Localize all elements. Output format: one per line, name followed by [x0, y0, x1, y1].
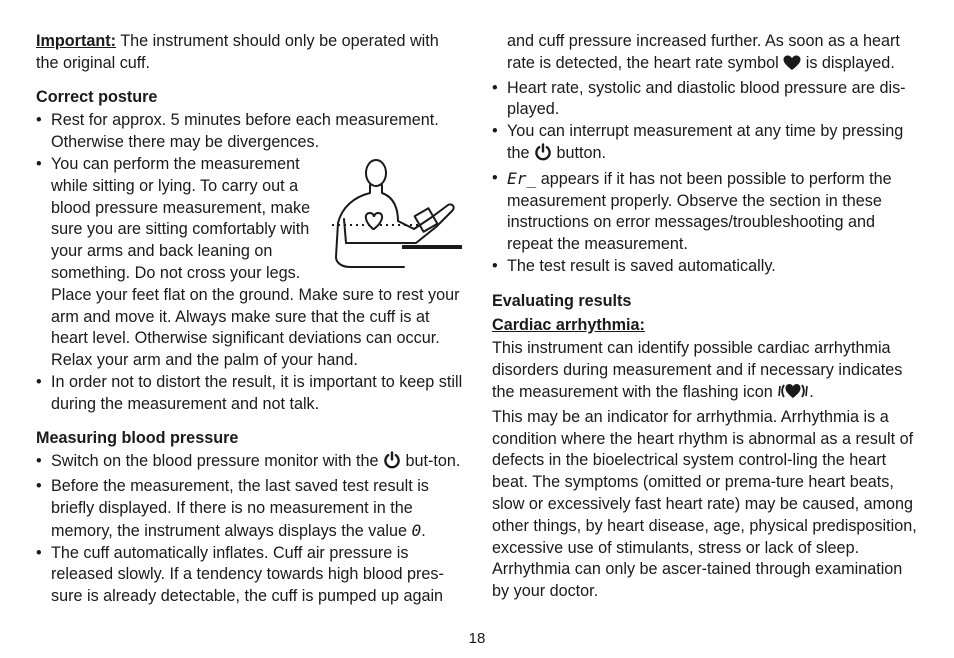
- right-bullet-2-text-b: button.: [552, 143, 607, 162]
- measure-bullet-2-text-a: Before the measurement, the last saved test result is briefly displayed. If there is no measurement in the memory, the instrument always displays the value: [51, 477, 429, 540]
- right-bullet-1: • Heart rate, systolic and diastolic blood pressure are dis-played.: [492, 78, 920, 122]
- power-icon: [383, 451, 401, 476]
- arrhythmia-paragraph-2: This may be an indicator for arrhythmia. Arrhythmia is a condition where the heart rhythm is abnormal as a result of defects in the bioelectrical system control-ling the heart beat. The symptoms (omitted or prema-ture heart beats, slow or excessively fast heart rate) may be caused, among other things, by heart disease, age, physical predisposition, excessive use of stimulants, stress or lack of sleep. Arrhythmia can only be ascer-tained through examination by your doctor.: [492, 407, 917, 601]
- measuring-list: [36, 451, 464, 608]
- posture-bullet-2-a: • You can perform the measurement while sitting or lying. To carry out a blood pressure measurement, make sure you are sitting comfortably with your arms and back leaning on something. Do not cross your legs.: [51, 154, 311, 282]
- posture-bullet-1: • Rest for approx. 5 minutes before each measurement. Otherwise there may be divergences.: [36, 110, 464, 154]
- right-bullet-3-text: appears if it has not been possible to perform the measurement properly. Observe the section in these instructions on error messages/troubleshooting and repeat the measurement.: [507, 169, 892, 254]
- evaluating-heading: Evaluating results: [492, 291, 632, 310]
- measure-bullet-3: • The cuff automatically inflates. Cuff air pressure is released slowly. If a tendency towards high blood pres-sure is already detectable, the cuff is pumped up again: [36, 543, 464, 608]
- arrhythmia-paragraph-1-text-b: .: [809, 382, 814, 401]
- posture-bullet-3: • In order not to distort the result, it is important to keep still during the measurement and not talk.: [36, 372, 464, 416]
- measure-bullet-2: [36, 476, 464, 542]
- arrhythmia-heading: Cardiac arrhythmia:: [492, 315, 645, 334]
- continued-text-b: is displayed.: [801, 53, 895, 72]
- continued-text-a: and cuff pressure increased further. As soon as a heart rate is detected, the heart rate symbol: [507, 32, 900, 72]
- posture-heading: Correct posture: [36, 87, 158, 106]
- measure-bullet-1: [36, 451, 464, 476]
- important-label: Important:: [36, 32, 117, 50]
- left-column: [36, 31, 464, 608]
- measure-bullet-1-text-a: Switch on the blood pressure monitor with the: [51, 452, 384, 471]
- lcd-value-zero: 0: [411, 520, 422, 540]
- right-bullet-2: [492, 121, 920, 168]
- right-bullet-4: • The test result is saved automatically.: [492, 256, 920, 278]
- arrhythmia-heart-icon: [777, 382, 809, 407]
- page-number: 18: [468, 630, 486, 647]
- right-bullet-2-text-a: You can interrupt measurement at any time by pressing the: [507, 122, 904, 162]
- measuring-list-continued: [492, 78, 920, 278]
- posture-bullet-2-b: Place your feet flat on the ground. Make sure to rest your arm and move it. Always make sure that the cuff is at heart level. Otherwise significant deviations can occur. Relax your arm and the palm of your hand.: [51, 285, 460, 370]
- arrhythmia-paragraph-1-text-a: This instrument can identify possible cardiac arrhythmia disorders during measurement and if necessary indicates the measurement with the flashing icon: [492, 339, 903, 401]
- arrhythmia-paragraph-1: [492, 338, 920, 406]
- important-text: The instrument should only be operated with the original cuff.: [36, 32, 439, 72]
- continued-text: [492, 31, 920, 78]
- measuring-heading: Measuring blood pressure: [36, 428, 239, 447]
- error-code: Er_: [507, 168, 537, 188]
- right-bullet-3: [492, 168, 920, 256]
- important-note: [36, 31, 464, 75]
- measure-bullet-1-text-b: but-ton.: [401, 452, 461, 471]
- right-column: [492, 31, 920, 603]
- heart-icon: [783, 55, 801, 78]
- power-icon: [534, 143, 552, 168]
- measure-bullet-2-text-b: .: [421, 521, 426, 540]
- seated-person-cuff-illustration: [324, 157, 464, 275]
